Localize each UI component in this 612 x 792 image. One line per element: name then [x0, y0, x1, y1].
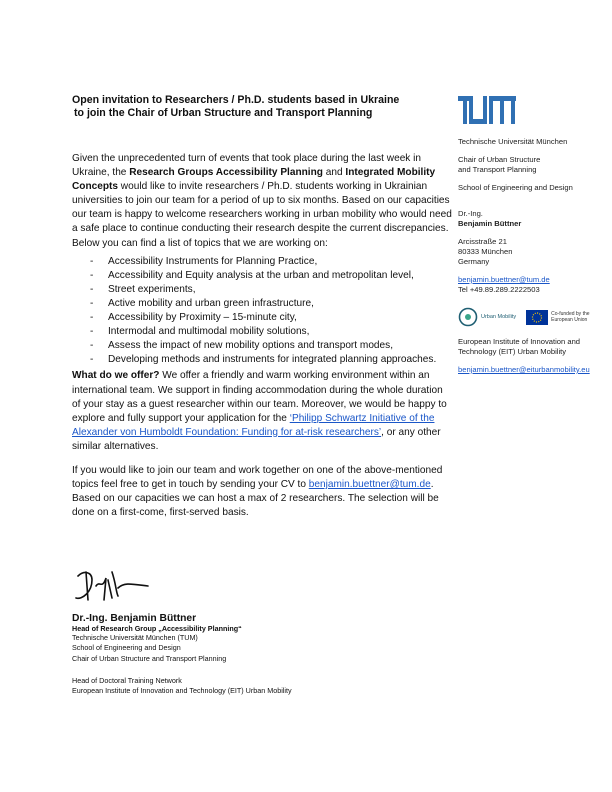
signature-block [72, 566, 432, 664]
university-name: Technische Universität München [458, 137, 568, 146]
list-item: - Assess the impact of new mobility options and transport modes, [72, 339, 452, 353]
letter-body [72, 152, 452, 530]
humboldt-link[interactable]: ‘Philipp Schwartz Initiative of the Alexander von Humboldt Foundation: Funding for at-risk researchers’ [72, 412, 435, 438]
offer-heading: What do we offer? [72, 370, 160, 382]
join-text-1: If you would like to join our team and work together on one of the above-mentioned topics feel free to get in touch by sending your CV to [72, 464, 443, 491]
list-item: - Accessibility by Proximity – 15-minute city, [72, 311, 452, 325]
footer-block [72, 676, 292, 697]
address-city: 80333 München [458, 247, 513, 256]
chair-line-2: and Transport Planning [458, 165, 537, 174]
partner-logos [458, 307, 608, 327]
list-item: - Developing methods and instruments for integrated planning approaches. [72, 353, 452, 367]
intro-bold-2: Integrated Mobility Concepts [72, 167, 436, 193]
eit-logo-text: Urban Mobility [481, 314, 517, 320]
list-item: - Accessibility Instruments for Planning Practice, [72, 255, 452, 269]
eit-logo [458, 307, 516, 327]
contact-name: Benjamin Büttner [458, 219, 522, 228]
letterhead-sidebar [458, 96, 608, 375]
title-line-2: to join the Chair of Urban Structure and Transport Planning [74, 107, 373, 119]
contact-title: Dr.-Ing. [458, 209, 483, 218]
eit-line-1: European Institute of Innovation and [458, 337, 581, 346]
signer-role: Head of Research Group „Accessibility Planning“ [72, 624, 242, 633]
intro-text-3: would like to invite researchers / Ph.D. students working in Ukrainian universities to join our team for a period of up to six months. Based on our capacities our team is happy to welcome researchers working in urban mobility who would need a safe place to continue conducting their research despite the current discrepancies. Below you can find a list of topics that we are working on: [72, 181, 452, 249]
eit-line-2: Technology (EIT) Urban Mobility [458, 347, 567, 356]
eu-logo-text-2: European Union [551, 317, 588, 323]
eit-email-link[interactable]: benjamin.buettner@eiturbanmobility.eu [458, 365, 590, 374]
offer-paragraph [72, 369, 452, 454]
intro-text-2: and [322, 167, 346, 179]
footer-line-1: Head of Doctoral Training Network [72, 676, 182, 685]
title-line-1: Open invitation to Researchers / Ph.D. students based in Ukraine [72, 94, 400, 106]
eit-circle-icon [458, 307, 478, 327]
signer-org-2: School of Engineering and Design [72, 643, 181, 653]
email-link[interactable]: benjamin.buettner@tum.de [308, 479, 431, 491]
address-country: Germany [458, 257, 490, 266]
list-item: - Intermodal and multimodal mobility solutions, [72, 325, 452, 339]
signer-org-1: Technische Universität München (TUM) [72, 633, 198, 642]
topics-list [72, 255, 452, 368]
chair-line-1: Chair of Urban Structure [458, 155, 541, 164]
intro-bold-1: Research Groups Accessibility Planning [129, 167, 323, 179]
sidebar-phone: Tel +49.89.289.2222503 [458, 285, 540, 294]
offer-text-2: , or any other similar alternatives. [72, 426, 441, 452]
eu-flag-icon [526, 310, 548, 325]
list-item: - Accessibility and Equity analysis at the urban and metropolitan level, [72, 269, 452, 283]
eu-logo [526, 310, 589, 325]
school-name: School of Engineering and Design [458, 183, 573, 192]
join-paragraph [72, 464, 452, 520]
intro-text-1: Given the unprecedented turn of events that took place during the last week in Ukraine, the [72, 153, 422, 179]
intro-paragraph [72, 152, 452, 251]
signer-name: Dr.-Ing. Benjamin Büttner [72, 613, 197, 624]
document-title [72, 94, 432, 120]
eu-logo-text-1: Co-funded by the [551, 311, 590, 317]
offer-text-1: We offer a friendly and warm working environment within an international team. We support in finding accommodation during the whole duration of your stay as a guest researcher within our team. Moreover, we would be happy to explore and fully support your application for the [72, 370, 447, 424]
address-street: Arcisstraße 21 [458, 237, 507, 246]
join-text-2: . Based on our capacities we can host a max of 2 researchers. The selection will be done on a first-come, first-served basis. [72, 479, 439, 519]
signature-image [72, 566, 152, 604]
tum-logo [458, 96, 516, 124]
footer-line-2: European Institute of Innovation and Technology (EIT) Urban Mobility [72, 686, 292, 696]
signer-org-3: Chair of Urban Structure and Transport Planning [72, 653, 227, 663]
list-item: - Active mobility and urban green infrastructure, [72, 297, 452, 311]
list-item: - Street experiments, [72, 283, 452, 297]
sidebar-email-link[interactable]: benjamin.buettner@tum.de [458, 275, 550, 284]
